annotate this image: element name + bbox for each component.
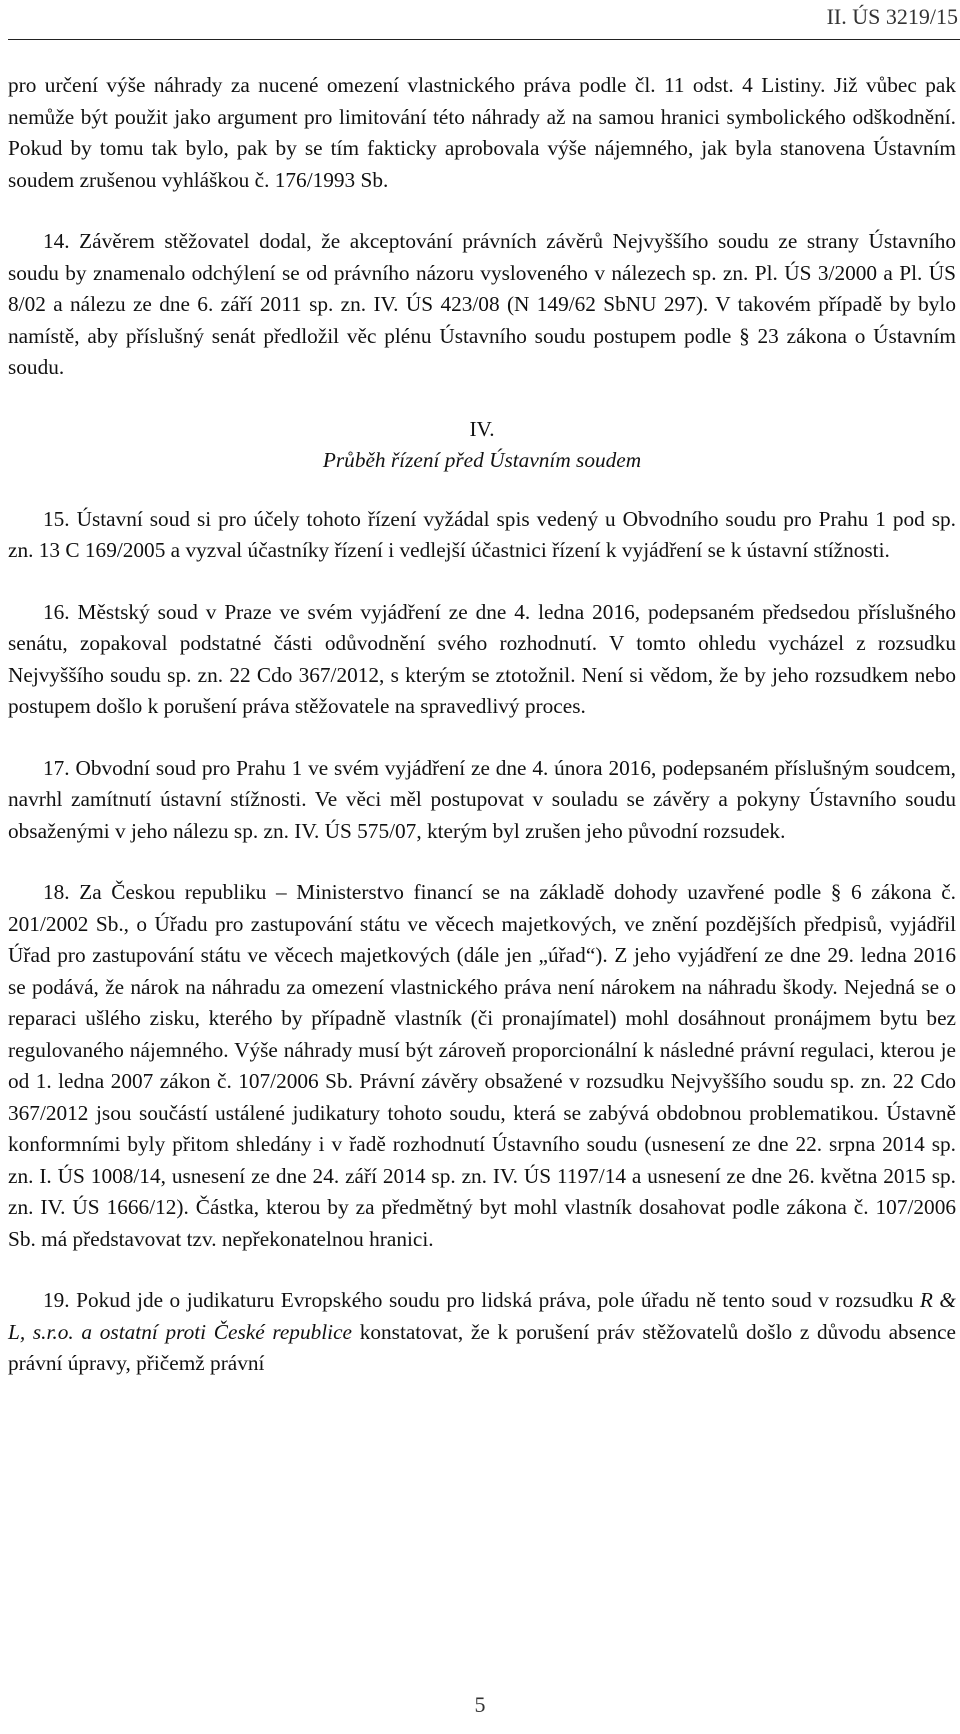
paragraph-16: 16. Městský soud v Praze ve svém vyjádření ze dne 4. ledna 2016, podepsaném předsedou příslušného senátu, zopakoval podstatné části odůvodnění svého rozhodnutí. V tomto ohledu vycházel z rozsudku Nejvyššího soudu sp. zn. 22 Cdo 367/2012, s kterým se ztotožnil. Není si vědom, že by jeho rozsudkem nebo postupem došlo k porušení práva stěžovatele na spravedlivý proces. (8, 599, 956, 718)
paragraph-18: 18. Za Českou republiku – Ministerstvo financí se na základě dohody uzavřené podle § 6 zákona č. 201/2002 Sb., o Úřadu pro zastupování státu ve věcech majetkových, ve znění pozdějších předpisů, vyjádřil Úřad pro zastupování státu ve věcech majetkových (dále jen „úřad“). Z jeho vyjádření ze dne 29. ledna 2016 se podává, že nárok na náhradu za omezení vlastnického práva není nárokem na náhradu škody. Nejedná se o reparaci ušlého zisku, kterého by případně vlastník (či pronajímatel) mohl dosáhnout pronájmem bytu bez regulovaného nájemného. Výše náhrady musí být zároveň proporcionální k následné právní regulaci, kterou je od 1. ledna 2007 zákon č. 107/2006 Sb. Právní závěry obsažené v rozsudku Nejvyššího soudu sp. zn. 22 Cdo 367/2012 jsou součástí ustálené judikatury tohoto soudu, která se zabývá obdobnou problematikou. Ústavně konformními byly přitom shledány i v řadě rozhodnutí Ústavního soudu (usnesení ze dne 22. srpna 2014 sp. zn. I. ÚS 1008/14, usnesení ze dne 24. září 2014 sp. zn. IV. ÚS 1197/14 a usnesení ze dne 26. května 2015 sp. zn. IV. ÚS 1666/12). Částka, kterou by za předmětný byt mohl vlastník dosahovat podle zákona č. 107/2006 Sb. má představovat tzv. nepřekonatelnou hranici. (8, 880, 956, 1251)
paragraph-15: 15. Ústavní soud si pro účely tohoto řízení vyžádal spis vedený u Obvodního soudu pro Prahu 1 pod sp. zn. 13 C 169/2005 a vyzval účastníky řízení i vedlejší účastnici řízení k vyjádření se k ústavní stížnosti. (8, 506, 956, 562)
section-heading (8, 414, 956, 477)
paragraph-17: 17. Obvodní soud pro Prahu 1 ve svém vyjádření ze dne 4. února 2016, podepsaném příslušným soudcem, navrhl zamítnutí ústavní stížnosti. Ve věci měl postupovat v souladu se závěry a pokyny Ústavního soudu obsaženými v jeho nálezu sp. zn. IV. ÚS 575/07, kterým byl zrušen jeho původní rozsudek. (8, 755, 956, 843)
section-title: Průběh řízení před Ústavním soudem (322, 448, 642, 472)
header-rule (8, 39, 960, 40)
section-number: IV. (469, 416, 495, 441)
page-number: 5 (474, 1692, 486, 1717)
paragraph-19 (8, 1285, 956, 1380)
paragraph-19-text-start: 19. Pokud jde o judikaturu Evropského soudu pro lidská práva, pole úřadu ně tento soud v rozsudku (43, 1288, 920, 1312)
paragraph-19-text-end: konstatovat, že k porušení práv stěžovatelů došlo z důvodu absence právní úpravy, přičemž právní (8, 1319, 956, 1375)
paragraph-19-case-name: R & L, s.r.o. a ostatní proti České republice (8, 1288, 956, 1344)
paragraph-14: 14. Závěrem stěžovatel dodal, že akceptování právních závěrů Nejvyššího soudu ze strany Ústavního soudu by znamenalo odchýlení se od právního názoru vysloveného v nálezech sp. zn. Pl. ÚS 3/2000 a Pl. ÚS 8/02 a nálezu ze dne 6. září 2011 sp. zn. IV. ÚS 423/08 (N 149/62 SbNU 297). V takovém případě by bylo namístě, aby příslušný senát předložil věc plénu Ústavního soudu postupem podle § 23 zákona o Ústavním soudu. (8, 229, 956, 379)
case-number-header: II. ÚS 3219/15 (826, 4, 958, 29)
document-body (8, 70, 956, 1410)
paragraph-continuation: pro určení výše náhrady za nucené omezení vlastnického práva podle čl. 11 odst. 4 Listiny. Již vůbec pak nemůže být použit jako argument pro limitování této náhrady až na samou hranici symbolického odškodnění. Pokud by tomu tak bylo, pak by se tím fakticky aprobovala výše nájemného, jak byla stanovena Ústavním soudem zrušenou vyhláškou č. 176/1993 Sb. (8, 73, 956, 192)
